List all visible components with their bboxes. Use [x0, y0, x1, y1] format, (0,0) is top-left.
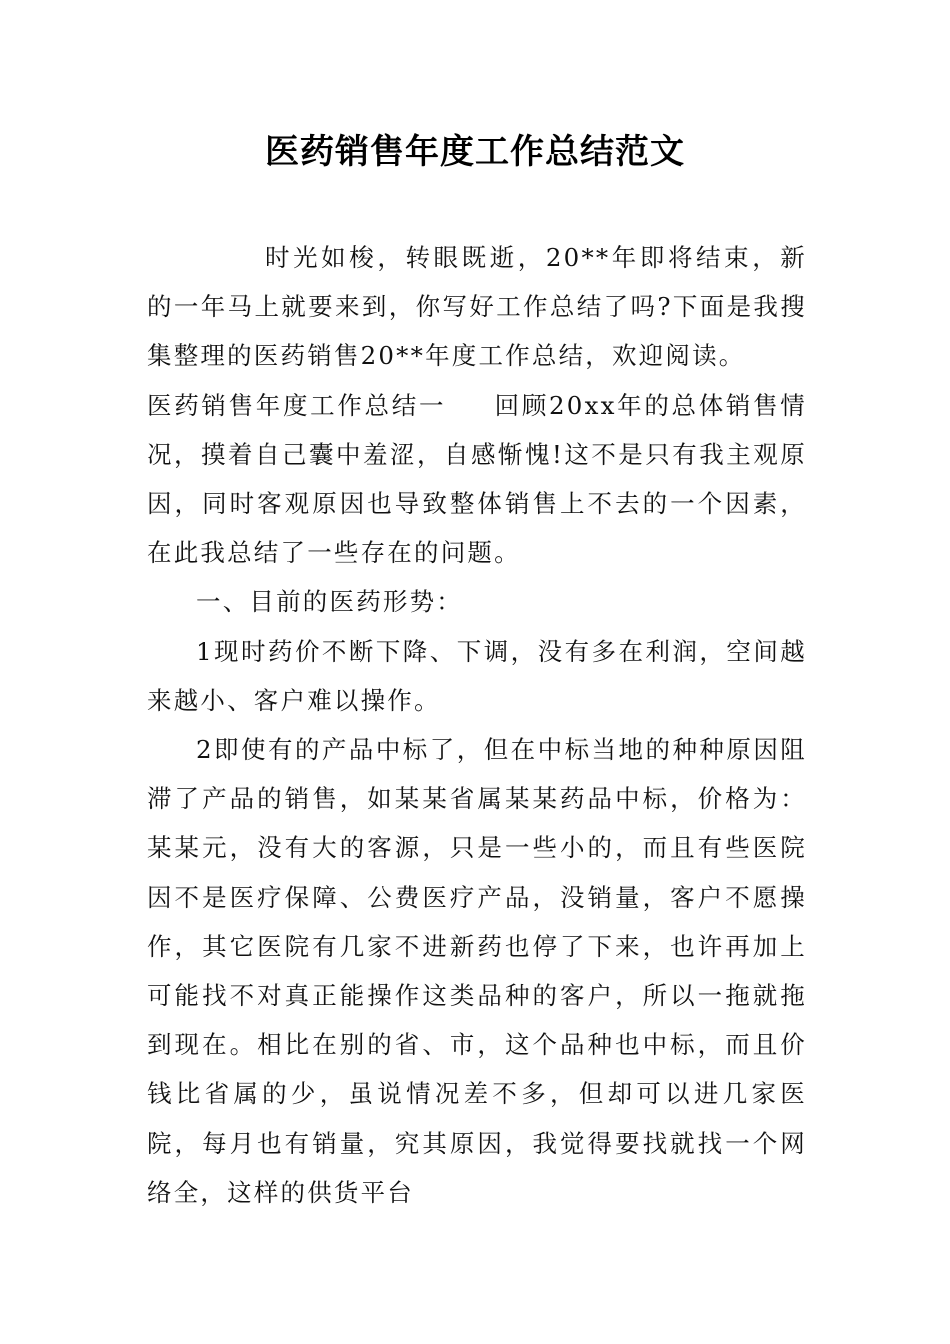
section-lead-text: 回顾20xx年的总体销售情况，摸着自己囊中羞涩，自感惭愧!这不是只有我主观原因，同时客观原因也导致整体销售上不去的一个因素，在此我总结了一些存在的问题。: [147, 390, 807, 568]
document-title: 医药销售年度工作总结范文: [265, 132, 685, 172]
point-2-paragraph: 2即使有的产品中标了，但在中标当地的种种原因阻滞了产品的销售，如某某省属某某药品中标，价格为：某某元，没有大的客源，只是一些小的，而且有些医院因不是医疗保障、公费医疗产品，没销量，客户不愿操作，其它医院有几家不进新药也停了下来，也许再加上可能找不对真正能操作这类品种的客户，所以一拖就拖到现在。相比在别的省、市，这个品种也中标，而且价钱比省属的少，虽说情况差不多，但却可以进几家医院，每月也有销量，究其原因，我觉得要找就找一个网络全，这样的供货平台: [147, 735, 807, 1207]
section-paragraph: [147, 381, 807, 578]
point-1-paragraph: 1现时药价不断下降、下调，没有多在利润，空间越来越小、客户难以操作。: [147, 636, 807, 715]
intro-paragraph: 时光如梭，转眼既逝，20**年即将结束，新的一年马上就要来到，你写好工作总结了吗?下面是我搜集整理的医药销售20**年度工作总结，欢迎阅读。: [147, 243, 807, 371]
document-body: [147, 233, 807, 1217]
subheading-paragraph: 一、目前的医药形势：: [196, 587, 463, 617]
section-heading: 医药销售年度工作总结一: [147, 390, 447, 420]
